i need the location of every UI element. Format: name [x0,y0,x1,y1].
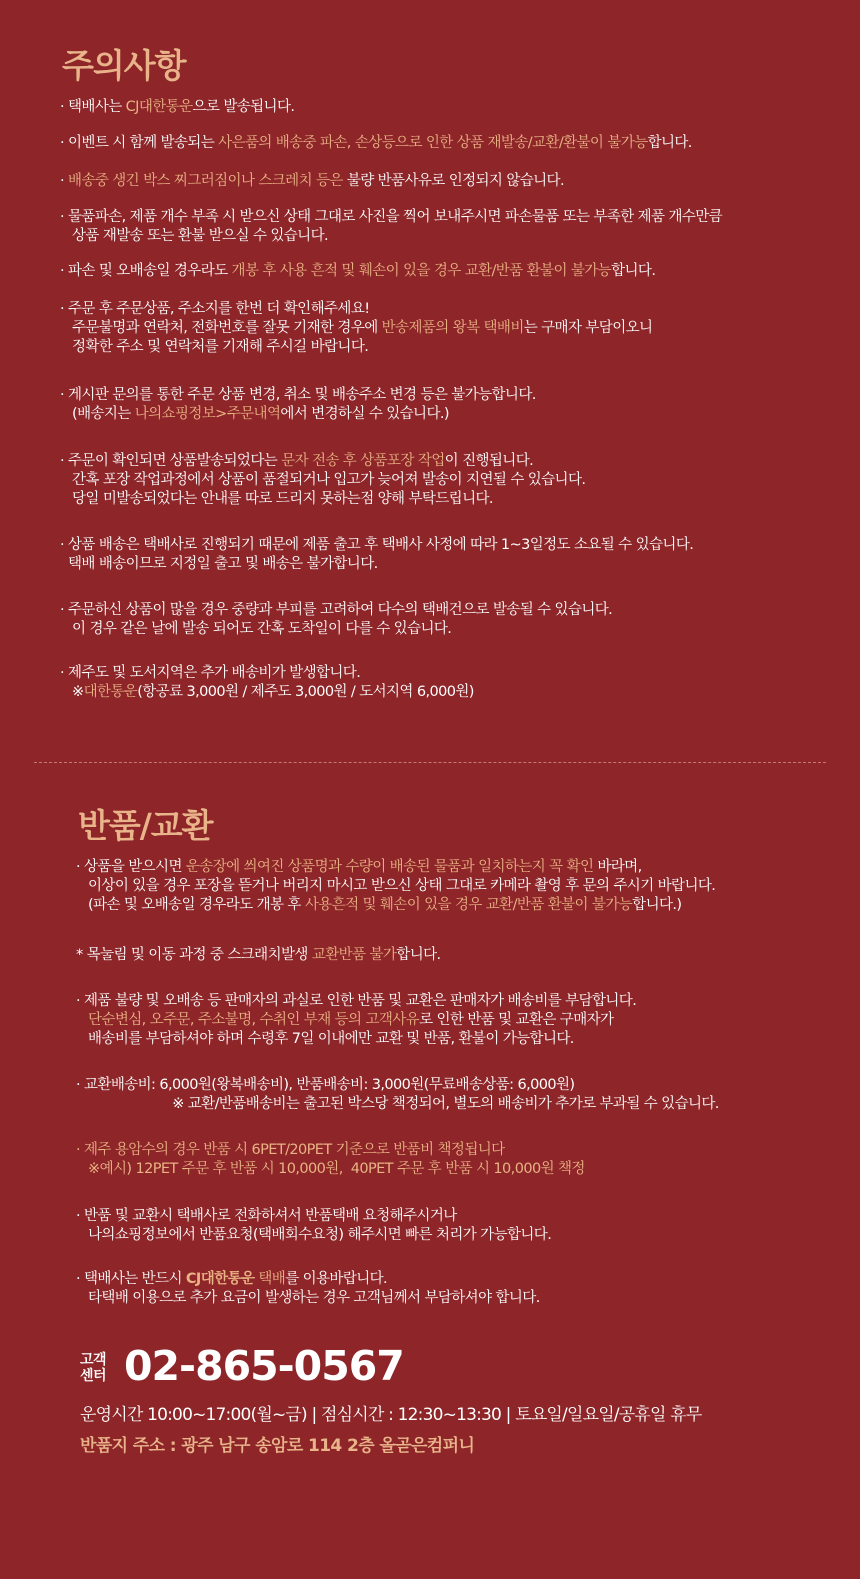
text-line [76,1030,636,1049]
body-text: 합니다. [611,263,656,279]
text-line [76,946,441,965]
body-text: 에서 변경하실 수 있습니다.) [280,406,449,422]
text-line [76,858,715,877]
body-text: · 제주도 및 도서지역은 추가 배송비가 발생합니다. [60,665,361,681]
notice-list-item [60,601,612,639]
notice-list-item [60,452,585,509]
text-line [60,452,585,471]
body-text: 택배 배송이므로 지정일 출고 및 배송은 불가합니다. [60,556,378,572]
body-text: 는 구매자 부담이오니 [523,320,653,336]
highlight-text: 배송중 생긴 박스 찌그러짐이나 스크레치 등은 [68,173,343,189]
body-text: 타택배 이용으로 추가 요금이 발생하는 경우 고객님께서 부담하셔야 합니다. [76,1290,540,1306]
highlight-text: 나의쇼핑정보>주문내역 [134,406,281,422]
body-text: · 교환배송비: 6,000원(왕복배송비), 반품배송비: 3,000원(무료배송상품: 6,000원) [76,1077,575,1093]
returns-list-item [76,1207,551,1245]
notice-list-item [60,664,474,702]
notice-list-item [60,262,655,281]
text-line [60,620,612,639]
highlight-text: 반송제품의 왕복 택배비 [381,320,524,336]
body-text: · 상품 배송은 택배사로 진행되기 때문에 제품 출고 후 택배사 사정에 따라 1~3일정도 소요될 수 있습니다. [60,537,694,553]
body-text: · 택배사는 [60,99,126,115]
body-text: · [60,173,69,189]
notice-list-item [60,134,692,153]
body-text: · 파손 및 오배송일 경우라도 [60,263,232,279]
body-text: 이상이 있을 경우 포장을 뜯거나 버리지 마시고 받으신 상태 그대로 카메라 촬영 후 문의 주시기 바랍니다. [76,878,716,894]
section-divider [34,762,826,763]
text-line [60,601,612,620]
text-line [76,896,715,915]
text-line [76,1160,585,1179]
text-line [60,471,585,490]
returns-title: 반품/교환 [78,806,213,845]
body-text: · 상품을 받으시면 [76,859,186,875]
body-text: 이 진행됩니다. [444,453,534,469]
body-text [76,1012,88,1028]
highlight-text: CJ대한통운 [185,1271,255,1287]
body-text: * 목눌림 및 이동 과정 중 스크래치발생 [76,947,312,963]
highlight-text: ※예시) 12PET 주문 후 반품 시 10,000원, 40PET 주문 후 반품 시 10,000원 책정 [76,1161,585,1177]
highlight-text: 교환반품 불가 [311,947,397,963]
body-text: 바라며, [593,859,642,875]
text-line [60,490,585,509]
highlight-text: 사은품의 배송중 파손, 손상등으로 인한 상품 재발송/교환/환불이 불가능 [218,135,648,151]
body-text: · 주문 후 주문상품, 주소지를 한번 더 확인해주세요! [60,301,370,317]
text-line [76,1270,540,1289]
highlight-text: 개봉 후 사용 흔적 및 훼손이 있을 경우 교환/반품 환불이 불가능 [231,263,612,279]
notice-list-item [60,300,652,357]
notice-list-item [60,386,536,424]
notice-title: 주의사항 [62,46,186,85]
body-text: 합니다. [647,135,692,151]
returns-list-item [76,1076,719,1114]
text-line [60,319,652,338]
body-text: · 게시판 문의를 통한 주문 상품 변경, 취소 및 배송주소 변경 등은 불가능합니다. [60,387,536,403]
text-line [60,208,722,227]
body-text: 이 경우 같은 날에 발송 되어도 간혹 도착일이 다를 수 있습니다. [60,621,452,637]
notice-list-item [60,536,693,574]
body-text: 합니다.) [632,897,682,913]
highlight-text: 사용흔적 및 훼손이 있을 경우 교환/반품 환불이 불가능 [304,897,633,913]
body-text: ※ 교환/반품배송비는 출고된 박스당 책정되어, 별도의 배송비가 추가로 부과될 수 있습니다. [76,1096,719,1112]
body-text: · 이벤트 시 함께 발송되는 [60,135,219,151]
text-line [76,992,636,1011]
text-line [76,1289,540,1308]
customer-center-label: 고객 센터 [80,1352,107,1384]
body-text: 로 인한 반품 및 교환은 구매자가 [419,1012,614,1028]
body-text: ※ [60,684,84,700]
body-text: 를 이용바랍니다. [285,1271,388,1287]
highlight-text: 운송장에 씌여진 상품명과 수량이 배송된 물품과 일치하는지 꼭 확인 [185,859,594,875]
body-text: 으로 발송됩니다. [192,99,295,115]
body-text: 불량 반품사유로 인정되지 않습니다. [342,173,564,189]
notice-list-item [60,208,722,246]
body-text: 주문불명과 연락처, 전화번호를 잘못 기재한 경우에 [60,320,382,336]
text-line [60,536,693,555]
text-line [60,172,564,191]
text-line [76,1095,719,1114]
returns-list-item [76,992,636,1049]
text-line [60,405,536,424]
body-text: · 반품 및 교환시 택배사로 전화하셔서 반품택배 요청해주시거나 [76,1208,457,1224]
text-line [76,1226,551,1245]
body-text: 간혹 포장 작업과정에서 상품이 품절되거나 입고가 늦어져 발송이 지연될 수 있습니다. [60,472,586,488]
highlight-text: · 제주 용암수의 경우 반품 시 6PET/20PET 기준으로 반품비 책정됩니다 [76,1142,505,1158]
body-text: · 주문하신 상품이 많을 경우 중량과 부피를 고려하여 다수의 택배건으로 발송될 수 있습니다. [60,602,613,618]
text-line [76,1207,551,1226]
phone-number: 02-865-0567 [124,1342,404,1390]
text-line [60,664,474,683]
body-text: · 물품파손, 제품 개수 부족 시 받으신 상태 그대로 사진을 찍어 보내주시면 파손물품 또는 부족한 제품 개수만큼 [60,209,723,225]
body-text: 배송비를 부담하셔야 하며 수령후 7일 이내에만 교환 및 반품, 환불이 가능합니다. [76,1031,574,1047]
body-text: · 택배사는 반드시 [76,1271,186,1287]
body-text: (항공료 3,000원 / 제주도 3,000원 / 도서지역 6,000원) [137,684,474,700]
text-line [60,386,536,405]
notice-list-item [60,98,294,117]
body-text: · 제품 불량 및 오배송 등 판매자의 과실로 인한 반품 및 교환은 판매자가 배송비를 부담합니다. [76,993,637,1009]
text-line [60,98,294,117]
body-text: 상품 재발송 또는 환불 받으실 수 있습니다. [60,228,329,244]
text-line [60,134,692,153]
body-text: 나의쇼핑정보에서 반품요청(택배회수요청) 해주시면 빠른 처리가 가능합니다. [76,1227,552,1243]
returns-list-item [76,858,715,915]
highlight-text: 문자 전송 후 상품포장 작업 [281,453,445,469]
return-address: 반품지 주소 : 광주 남구 송암로 114 2층 올곧은컴퍼니 [80,1436,475,1456]
body-text: 당일 미발송되었다는 안내를 따로 드리지 못하는점 양해 부탁드립니다. [60,491,493,507]
body-text: · 주문이 확인되면 상품발송되었다는 [60,453,282,469]
highlight-text: 택배 [254,1271,286,1287]
text-line [76,877,715,896]
text-line [76,1141,585,1160]
text-line [60,262,655,281]
returns-list-item [76,1270,540,1308]
body-text: (배송지는 [60,406,135,422]
operating-hours: 운영시간 10:00~17:00(월~금) | 점심시간 : 12:30~13:30 | 토요일/일요일/공휴일 휴무 [80,1405,702,1425]
text-line [60,300,652,319]
notice-list-item [60,172,564,191]
text-line [60,338,652,357]
body-text: 정확한 주소 및 연락처를 기재해 주시길 바랍니다. [60,339,369,355]
text-line [60,555,693,574]
highlight-text: CJ대한통운 [125,99,193,115]
returns-list-item [76,1141,585,1179]
text-line [60,683,474,702]
text-line [76,1076,719,1095]
highlight-text: 단순변심, 오주문, 주소불명, 수취인 부재 등의 고객사유 [88,1012,420,1028]
highlight-text: 대한통운 [83,684,138,700]
body-text: (파손 및 오배송일 경우라도 개봉 후 [76,897,305,913]
body-text: 합니다. [396,947,441,963]
returns-list-item [76,946,441,965]
text-line [60,227,722,246]
text-line [76,1011,636,1030]
